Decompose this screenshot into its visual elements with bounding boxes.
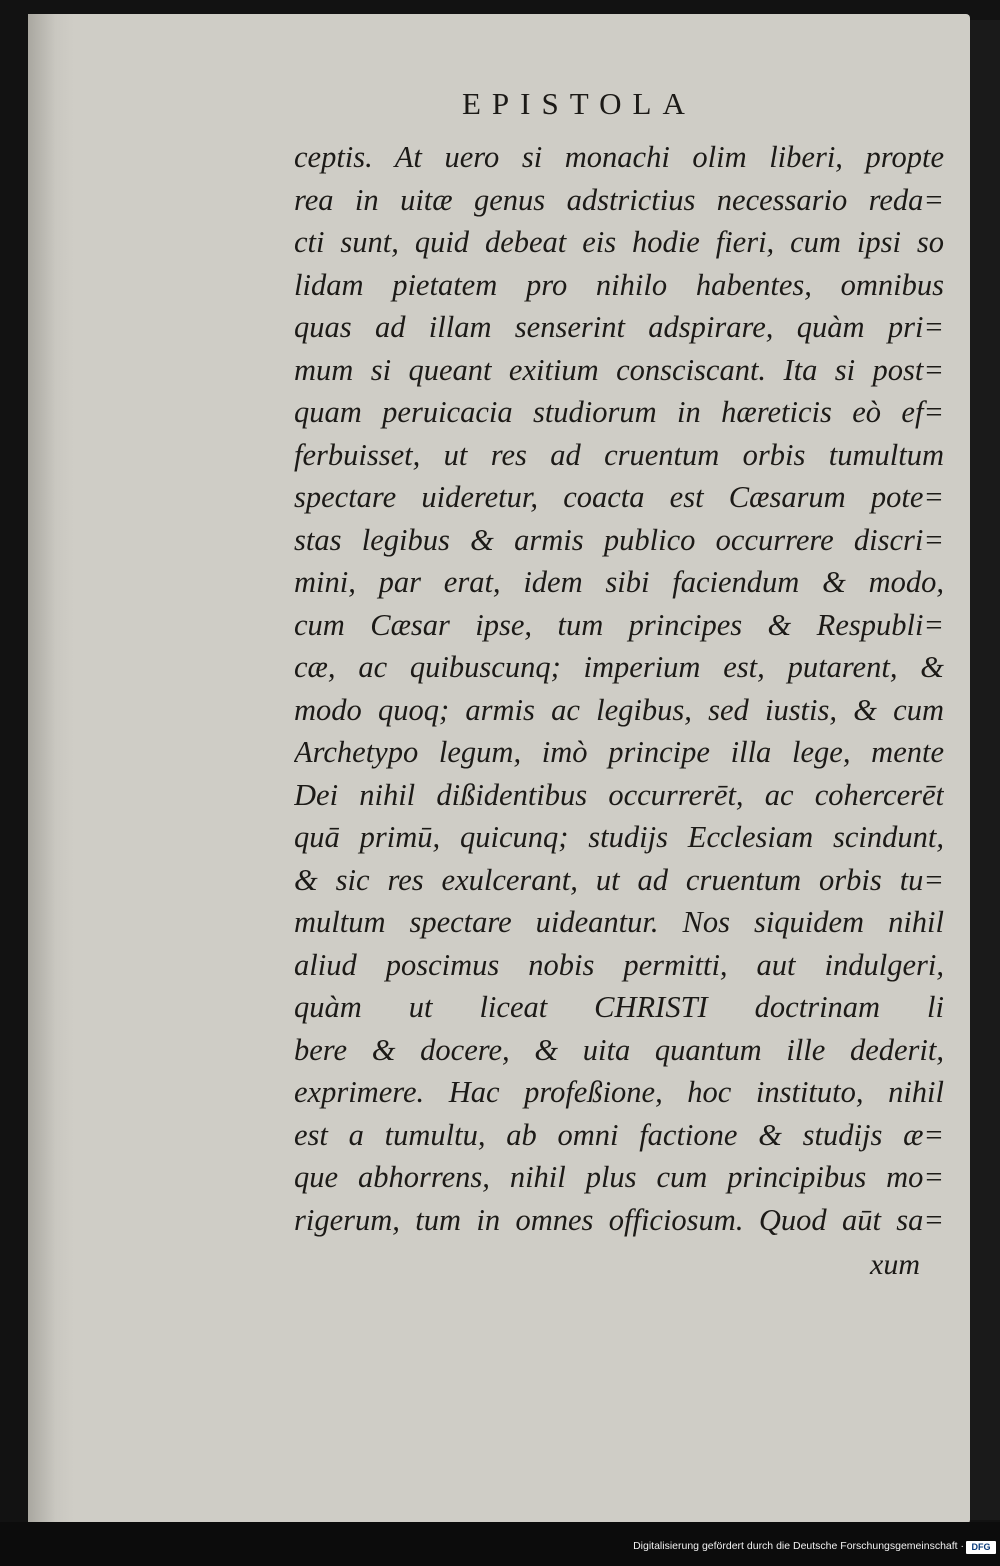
- text-line: cum Cæsar ipse, tum principes & Respubli=: [294, 607, 944, 642]
- running-head: EPISTOLA: [462, 86, 696, 121]
- footer-bar: [0, 1522, 1000, 1566]
- text-line: multum spectare uideantur. Nos siquidem nihil: [294, 905, 944, 939]
- catchword: xum: [870, 1248, 920, 1281]
- text-line: que abhorrens, nihil plus cum principibus mo=: [294, 1160, 944, 1194]
- text-line: ferbuisset, ut res ad cruentum orbis tumultum: [294, 437, 944, 472]
- text-line: Dei nihil dißidentibus occurrerēt, ac cohercerēt: [294, 777, 944, 812]
- text-line: ceptis. At uero si monachi olim liberi, propte: [294, 140, 944, 174]
- text-line: Archetypo legum, imò principe illa lege, mente: [294, 735, 944, 769]
- text-line: rigerum, tum in omnes officiosum. Quod aūt sa=: [294, 1202, 944, 1237]
- text-line: quàm ut liceat CHRISTI doctrinam li: [294, 990, 944, 1024]
- text-line: bere & docere, & uita quantum ille dederit,: [294, 1032, 944, 1067]
- funding-credit: Digitalisierung gefördert durch die Deutsche Forschungsgemeinschaft ·: [633, 1540, 964, 1552]
- text-line: aliud poscimus nobis permitti, aut indulgeri,: [294, 947, 944, 982]
- text-line: cæ, ac quibuscunq; imperium est, putarent, &: [294, 650, 944, 684]
- text-line: modo quoq; armis ac legibus, sed iustis, & cum: [294, 692, 944, 727]
- text-line: quā primū, quicunq; studijs Ecclesiam scindunt,: [294, 820, 944, 854]
- text-line: stas legibus & armis publico occurrere discri=: [294, 522, 944, 557]
- text-line: mum si queant exitium consciscant. Ita si post=: [294, 352, 944, 387]
- text-line: rea in uitæ genus adstrictius necessario reda=: [294, 182, 944, 217]
- page-gutter-shadow: [28, 14, 74, 1524]
- text-line: lidam pietatem pro nihilo habentes, omnibus: [294, 267, 944, 302]
- scan-edge: [970, 20, 1000, 1520]
- text-line: est a tumultu, ab omni factione & studijs æ=: [294, 1117, 944, 1152]
- text-block: [294, 136, 944, 1241]
- text-line: cti sunt, quid debeat eis hodie fieri, cum ipsi so: [294, 225, 944, 259]
- text-line: spectare uideretur, coacta est Cæsarum pote=: [294, 480, 944, 514]
- text-line: exprimere. Hac profeßione, hoc instituto, nihil: [294, 1075, 944, 1109]
- text-line: quam peruicacia studiorum in hæreticis eò ef=: [294, 395, 944, 429]
- text-line: quas ad illam senserint adspirare, quàm pri=: [294, 310, 944, 344]
- text-line: & sic res exulcerant, ut ad cruentum orbis tu=: [294, 862, 944, 897]
- dfg-logo: DFG: [966, 1541, 996, 1554]
- text-line: mini, par erat, idem sibi faciendum & modo,: [294, 565, 944, 599]
